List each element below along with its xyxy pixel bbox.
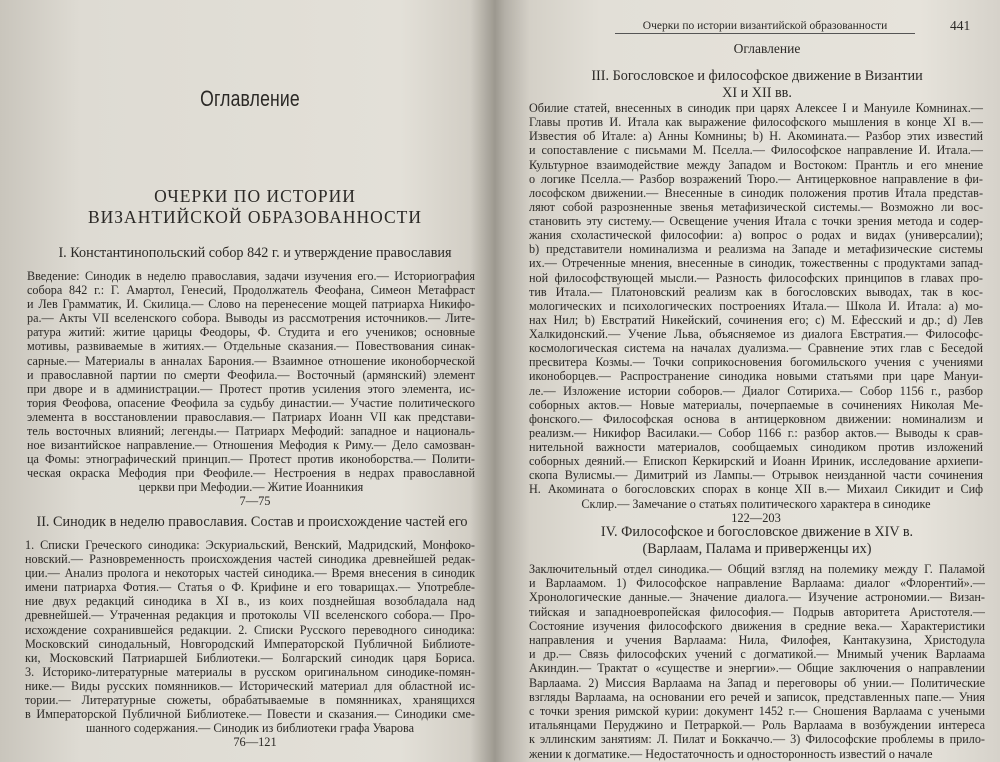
section-4-body	[529, 562, 985, 761]
book-title-line: ВИЗАНТИЙСКОЙ ОБРАЗОВАННОСТИ	[87, 207, 422, 227]
section-4-heading	[527, 524, 987, 558]
text-line: Склир.— Замечание о статьях политического характера в синодике	[581, 496, 931, 511]
book-title	[30, 186, 480, 228]
page-number: 441	[950, 18, 971, 33]
text-line: жении к догматике.— Недостаточность и односторонность известий о начале	[529, 746, 933, 761]
text-line: церкви при Мефодии.— Житие Иоанникия	[138, 480, 364, 495]
text-line: реализм.— Никифор Василаки.— Собор 1166 г.: разбор актов.— Выводы к срав-	[529, 425, 983, 440]
text-line: ки, Московский Патриаршей Библиотеки.— Болгарский синодик царя Бориса.	[25, 650, 475, 665]
text-line: тель восточных влияний; легенды.— Патриарх Мефодий: западное и националь-	[27, 424, 475, 439]
text-line: лософском движении.— Внесенные в синодик положения против Итала представ-	[529, 185, 983, 200]
text-line: тийская и западноевропейская философия.— Подрыв авторитета Аристотеля.—	[529, 604, 985, 619]
text-line: жания схоластической философии: а) вопрос о родах и видах (универсалии);	[529, 228, 983, 243]
section-3-heading-line: III. Богословское и философское движение в Византии	[591, 68, 923, 84]
section-3-heading	[527, 68, 987, 102]
left-page	[0, 0, 490, 762]
text-line: и Лев Грамматик, И. Скилица.— Слово на перенесение мощей патриарха Никифо-	[27, 297, 475, 312]
text-line: тория Феофова, опасение Феофила за судьбу династии.— Участие политического	[27, 395, 475, 410]
text-line: Варлаама. 2) Миссия Варлаама на Запад и переговоры об унии.— Политические	[529, 675, 985, 690]
section-4-heading-line: IV. Философское и богословское движение в XIV в.	[600, 524, 914, 540]
text-line: ца Фомы: этнографический принцип.— Протест против иконоборства.— Полити-	[27, 452, 475, 467]
text-line: нах Нил; b) Евстратий Никейский, сочинения его; с) М. Ефесский и др.; d) Лев	[529, 312, 983, 327]
text-line: о логике Пселла.— Разбор возражений Тюро.— Антицерковное направление в фи-	[529, 171, 983, 186]
text-line: мотивы, развиваемые в житиях.— Отдельные сказания.— Повествования синак-	[27, 339, 475, 354]
text-line: мологических и психологических построениях Итала.— Школа И. Итала: а) мо-	[529, 298, 983, 313]
text-line: и др.— Связь философских учений с догматикой.— Мнимый ученик Варлаама	[529, 647, 985, 662]
section-2-heading: II. Синодик в неделю православия. Состав и происхождение частей его	[36, 514, 468, 530]
text-line: собора 842 г.: Г. Амартол, Генесий, Продолжатель Феофана, Симеон Метафраст	[27, 283, 475, 298]
running-head: Очерки по истории византийской образованности	[615, 20, 915, 34]
text-line: Халкидонский.— Учение Льва, объясняемое из диалога Евстратия.— Философс-	[529, 327, 983, 341]
text-line: ние двух редакций синодика в XI в., из коих позднейшая возобладала над	[25, 594, 475, 609]
text-line: ной философствующей мысли.— Разность философских принципов в главах про-	[529, 270, 983, 285]
text-line: Введение: Синодик в неделю православия, задачи изучения его.— Историография	[27, 269, 475, 283]
section-3-heading-line: XI и XII вв.	[722, 85, 792, 101]
section-1-pages: 7—75	[239, 494, 271, 508]
text-line: космологическая система на началах дуализма.— Сравнение этих глав с Беседой	[529, 341, 983, 356]
running-subhead: Оглавление	[733, 41, 801, 56]
text-line: нительной важности материалов, сообщаемых синодиком против изложений	[529, 440, 983, 454]
toc-title: Оглавление	[200, 86, 300, 111]
text-line: ра.— Акты VII вселенского собора. Выводы из рассмотрения источников.— Лите-	[27, 311, 475, 326]
text-line: ляют собой разрозненные звенья метафизической системы.— Возможно ли вос-	[529, 199, 983, 214]
text-line: Хронологические данные.— Значение диалога.— Изучение астрономии.— Визан-	[529, 590, 985, 605]
text-line: Известия об Итале: а) Анны Комнины; b) Н. Акомината.— Разбор этих известий	[529, 129, 983, 144]
text-line: при дворе и в администрации.— Протест против усиления этого элемента, ис-	[27, 381, 475, 396]
text-line: древнейшей.— Утраченная редакция и протоколы VII вселенского собора.— Про-	[25, 608, 475, 623]
text-line: b) представители номинализма и реализма на Западе и метафизические системы	[529, 242, 983, 257]
text-line: имени патриарха Фотия.— Статья о Ф. Крифине и его товарищах.— Употребле-	[25, 580, 475, 595]
text-line: Н. Акомината о богословских спорах в конце XII в.— Михаил Сикидит и Сиф	[529, 482, 983, 497]
text-line: и Варлаамом. 1) Философское направление Варлаама: диалог «Флорентий».—	[529, 576, 985, 591]
text-line: становить эту систему.— Освещение учения Итала с точки зрения метода и содер-	[529, 214, 983, 228]
text-line: 3. Историко-литературные материалы в русском оригинальном синодике-помян-	[25, 664, 475, 679]
text-line: фонского.— Философская основа в антицерковном движении: номинализм и	[529, 411, 983, 426]
text-line: ное византийское направление.— Отношения Мефодия к Риму.— Дело самозван-	[27, 438, 475, 453]
text-line: их.— Отреченные мнения, внесенные в синодик, тожественны с продуктами запад-	[529, 256, 983, 271]
section-4-heading-line: (Варлаам, Палама и приверженцы их)	[642, 541, 872, 557]
text-line: в Императорской Публичной Библиотеке.— Повести и сказания.— Синодики сме-	[25, 707, 475, 722]
right-page	[507, 0, 1000, 762]
section-3-pages: 122—203	[731, 511, 781, 525]
text-line: Обилие статей, внесенных в синодик при царях Алексее I и Мануиле Комнинах.—	[529, 101, 983, 115]
text-line: Состояние изучения философского движения в средние века.— Характеристики	[529, 618, 985, 633]
text-line: сарные.— Материалы в анналах Барония.— Взаимное отношение иконоборческой	[27, 353, 475, 368]
text-line: тив Итала.— Платоновский реализм как в богословских выводах, так в кос-	[529, 284, 983, 299]
section-2-body	[25, 538, 475, 735]
text-line: Главы против И. Итала как выражение философского мышления в конце XI в.—	[529, 115, 983, 130]
section-3-body	[529, 101, 983, 511]
book-title-line: ОЧЕРКИ ПО ИСТОРИИ	[154, 186, 356, 206]
text-line: с точки зрения римской курии: документ 1452 г.— Сношения Варлаама с учеными	[529, 704, 985, 719]
text-line: к эллинским занятиям: Л. Пилат и Боккаччо.— 3) Философские проблемы в прило-	[529, 732, 985, 747]
text-line: тории.— Литературные сюжеты, обрабатываемые в помянниках, хранящихся	[25, 693, 475, 708]
text-line: иконоборцев.— Распространение синодика новыми статьями при царе Мануи-	[529, 369, 983, 384]
text-line: Акиндин.— Трактат о «существе и энергии».— Общие заключения о направлении	[529, 661, 985, 676]
text-line: шанного содержания.— Синодик из библиотеки графа Уварова	[85, 721, 415, 736]
text-line: и православной партии по смерти Феофила.— Восточный (армянский) элемент	[27, 367, 475, 382]
text-line: соборных деяний.— Епископ Керкирский и Иоанн Ириник, исследование архиепи-	[529, 454, 983, 469]
text-line: итальянцами Перуджино и Петраркой.— Роль Варлаама в возбуждении интереса	[529, 718, 985, 733]
text-line: и сопоставление с письмами М. Пселла.— Философское направление И. Итала.—	[529, 143, 983, 158]
text-line: скопа Вулисмы.— Димитрий из Лампы.— Отрывок неизданной части сочинения	[529, 468, 983, 483]
text-line: исхождение сохранившейся редакции. 2. Списки Русского переводного синодика:	[25, 622, 475, 637]
section-2-pages: 76—121	[233, 735, 277, 749]
text-line: Заключительный отдел синодика.— Общий взгляд на полемику между Г. Паламой	[529, 562, 985, 576]
text-line: новский.— Разновременность происхождения частей синодика древнейшей редак-	[25, 552, 475, 567]
text-line: взгляды Варлаама, на основании его речей и записок, представленных папе.— Уния	[529, 689, 985, 704]
text-line: элемента в восстановлении православия.— Патриарх Иоанн VII как представи-	[27, 409, 475, 424]
text-line: ческая окраска Мефодия при Феофиле.— Нестроения в недрах православной	[27, 466, 475, 481]
text-line: ле.— Изложение истории соборов.— Диалог Сотириха.— Собор 1156 г., разбор	[529, 383, 983, 398]
section-1-heading: I. Константинопольский собор 842 г. и утверждение православия	[58, 245, 452, 261]
text-line: пресвитера Козмы.— Точки соприкосновения богомильского учения с учениями	[529, 355, 983, 370]
text-line: соборных актов.— Новые материалы, почерпаемые в сочинениях Николая Ме-	[529, 397, 983, 412]
text-line: направления и учения Варлаама: Нила, Филофея, Кантакузина, Христодула	[529, 633, 985, 648]
text-line: нике.— Виды русских помянников.— Исторический материал для областной ис-	[25, 678, 475, 693]
text-line: ции.— Анализ пролога и некоторых частей синодика.— Время внесения в синодик	[25, 566, 475, 581]
text-line: Московский синодальный, Новгородский Императорской Публичной Библиоте-	[25, 636, 475, 651]
text-line: 1. Списки Греческого синодика: Эскуриальский, Венский, Мадридский, Монфоко-	[25, 538, 475, 552]
section-1-body	[27, 269, 475, 495]
text-line: Культурное взаимодействие между Западом и Востоком: Прантль и его мнение	[529, 157, 983, 172]
text-line: ратура житий: житие царицы Феодоры, Ф. Студита и его учеников; основные	[27, 325, 475, 340]
